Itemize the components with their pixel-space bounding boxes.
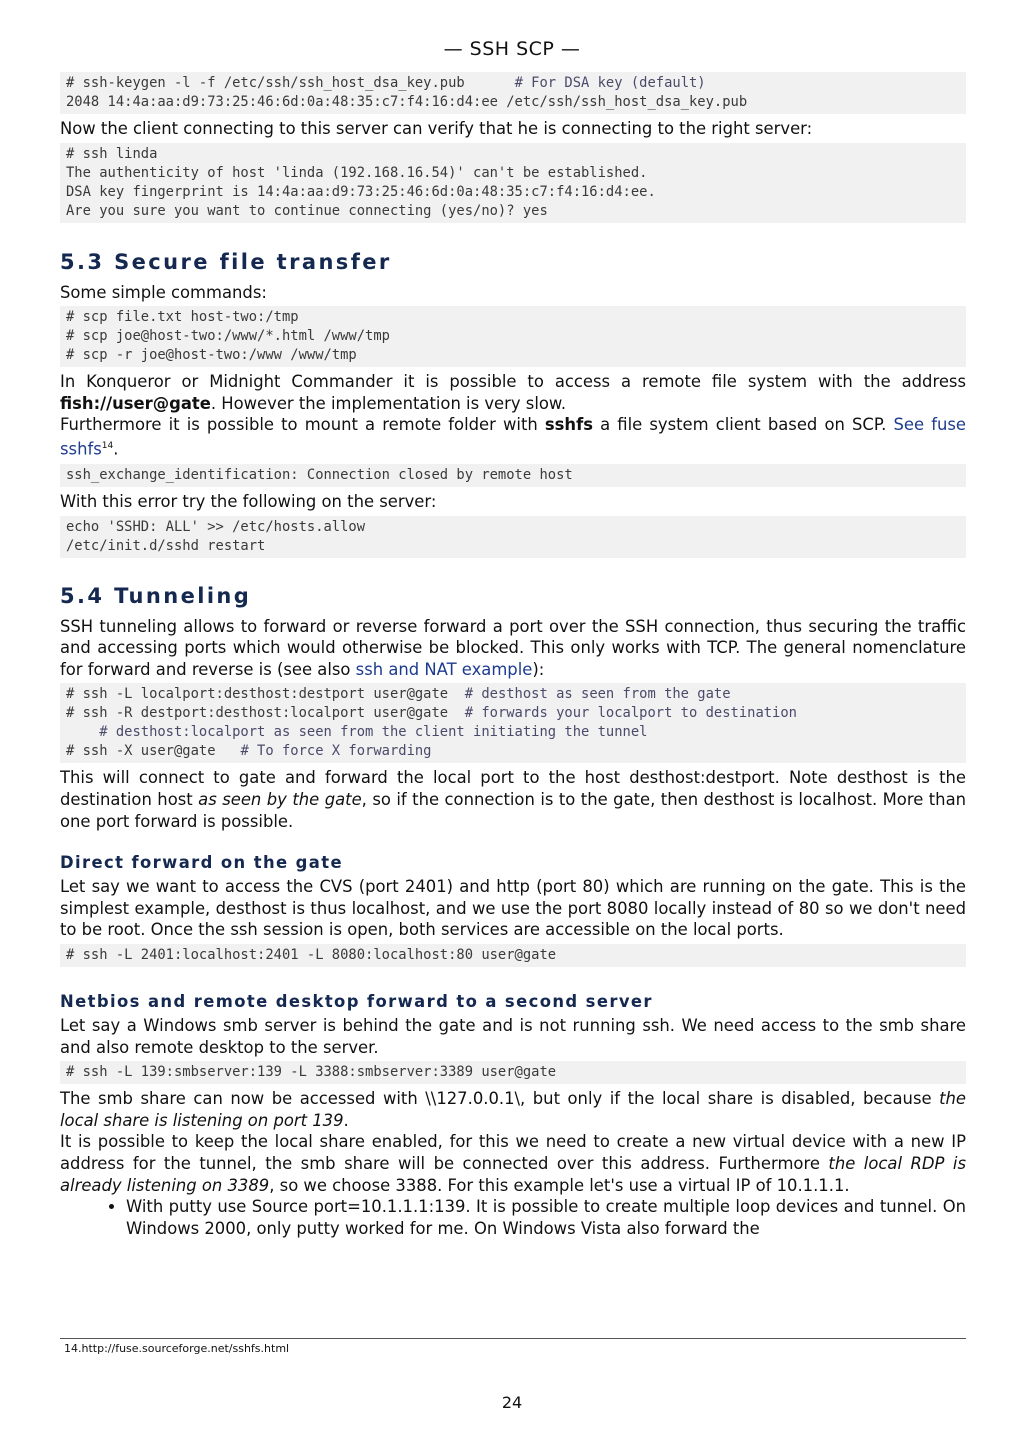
paragraph: Some simple commands: [60, 282, 267, 302]
page-header: — SSH SCP — [443, 38, 581, 60]
paragraph: It is possible to keep the local share enabled, for this we need to create a new virtual device with a new IP address for the tunnel, the smb share will be connected over this address. Furthermore the local RDP is already listening on 3389, so we choose 3388. For this example let's use a virtual IP of 10.1.1.1. [60, 1132, 966, 1195]
paragraph: The smb share can now be accessed with \\127.0.0.1\, but only if the local share is disabled, because the local share is listening on port 139. [60, 1089, 966, 1130]
bullet-list [60, 1196, 966, 1239]
section-heading-tunneling: 5.4 Tunneling [60, 583, 252, 608]
paragraph: With this error try the following on the server: [60, 492, 437, 512]
paragraph: Now the client connecting to this server can verify that he is connecting to the right server: [60, 119, 813, 138]
paragraph: SSH tunneling allows to forward or reverse forward a port over the SSH connection, thus securing the traffic and accessing ports which would otherwise be blocked. This only works with TCP. The general nomenclature for forward and reverse is (see also ssh and NAT example): [60, 616, 966, 679]
footnote-ref[interactable]: 14 [101, 440, 114, 451]
subsection-heading-netbios: Netbios and remote desktop forward to a second server [60, 991, 653, 1011]
section-heading-secure-file-transfer: 5.3 Secure file transfer [60, 249, 392, 274]
code-comment: # For DSA key (default) [514, 75, 706, 91]
page-content [60, 72, 966, 1239]
code-block-error: ssh_exchange_identification: Connection closed by remote host [60, 464, 966, 487]
paragraph: Let say a Windows smb server is behind the gate and is not running ssh. We need access to the smb share and also remote desktop to the server. [60, 1015, 966, 1057]
code-block-ssh-linda: # ssh linda The authenticity of host 'linda (192.168.16.54)' can't be established. DSA key fingerprint is 14:4a:aa:d9:73:25:46:6d:0a:48:35:c7:f4:16:d4:ee. Are you sure you want to continue connecting (yes/no)? yes [60, 143, 966, 223]
code-block-hosts-allow: echo 'SSHD: ALL' >> /etc/hosts.allow /etc/init.d/sshd restart [60, 516, 966, 558]
fuse-sshfs-link[interactable]: See fuse sshfs [60, 415, 966, 459]
bold-sshfs: sshfs [544, 415, 593, 435]
code-block-direct-forward: # ssh -L 2401:localhost:2401 -L 8080:localhost:80 user@gate [60, 944, 966, 967]
footnote-divider [60, 1338, 966, 1339]
code-block-keygen [60, 72, 966, 114]
paragraph: In Konqueror or Midnight Commander it is possible to access a remote file system with the address fish://user@gate. However the implementation is very slow. Furthermore it is possible to mount a remote folder with sshfs a file system client based on SCP. See fuse sshfs$^{14}$. [60, 372, 966, 459]
code-block-tunnel: # ssh -L localport:desthost:destport user@gate # desthost as seen from the gate # ssh -R destport:desthost:localport user@gate # forwards your localport to destination # desthost:localport as seen from the client initiating the tunnel # ssh -X user@gate # To force X forwarding [60, 683, 966, 763]
paragraph: This will connect to gate and forward the local port to the host desthost:destport. Note desthost is the destination host as seen by the gate, so if the connection is to the gate, then desthost is localhost. More than one port forward is possible. [60, 768, 967, 831]
code-block-scp: # scp file.txt host-two:/tmp # scp joe@host-two:/www/*.html /www/tmp # scp -r joe@host-two:/www /www/tmp [60, 306, 966, 367]
bold-address: fish://user@gate [60, 393, 211, 413]
code-line: 2048 14:4a:aa:d9:73:25:46:6d:0a:48:35:c7:f4:16:d4:ee /etc/ssh/ssh_host_dsa_key.pub [66, 94, 748, 110]
ssh-nat-example-link[interactable]: ssh and NAT example [355, 659, 533, 679]
footnote: 14.http://fuse.sourceforge.net/sshfs.html [64, 1342, 290, 1355]
code-line: # ssh-keygen -l -f /etc/ssh/ssh_host_dsa_key.pub [66, 75, 515, 91]
paragraph: Let say we want to access the CVS (port 2401) and http (port 80) which are running on the gate. This is the simplest example, desthost is thus localhost, and we use the port 8080 locally instead of 80 so we don't need to be root. Once the ssh session is open, both services are accessible on the local ports. [60, 877, 966, 940]
subsection-heading-direct-forward: Direct forward on the gate [60, 853, 343, 873]
code-block-netbios: # ssh -L 139:smbserver:139 -L 3388:smbserver:3389 user@gate [60, 1061, 966, 1084]
list-item: • With putty use Source port=10.1.1.1:139. It is possible to create multiple loop devices and tunnel. On Windows 2000, only putty worked for me. On Windows Vista also forward the [126, 1196, 966, 1239]
page-number: 24 [501, 1393, 523, 1412]
